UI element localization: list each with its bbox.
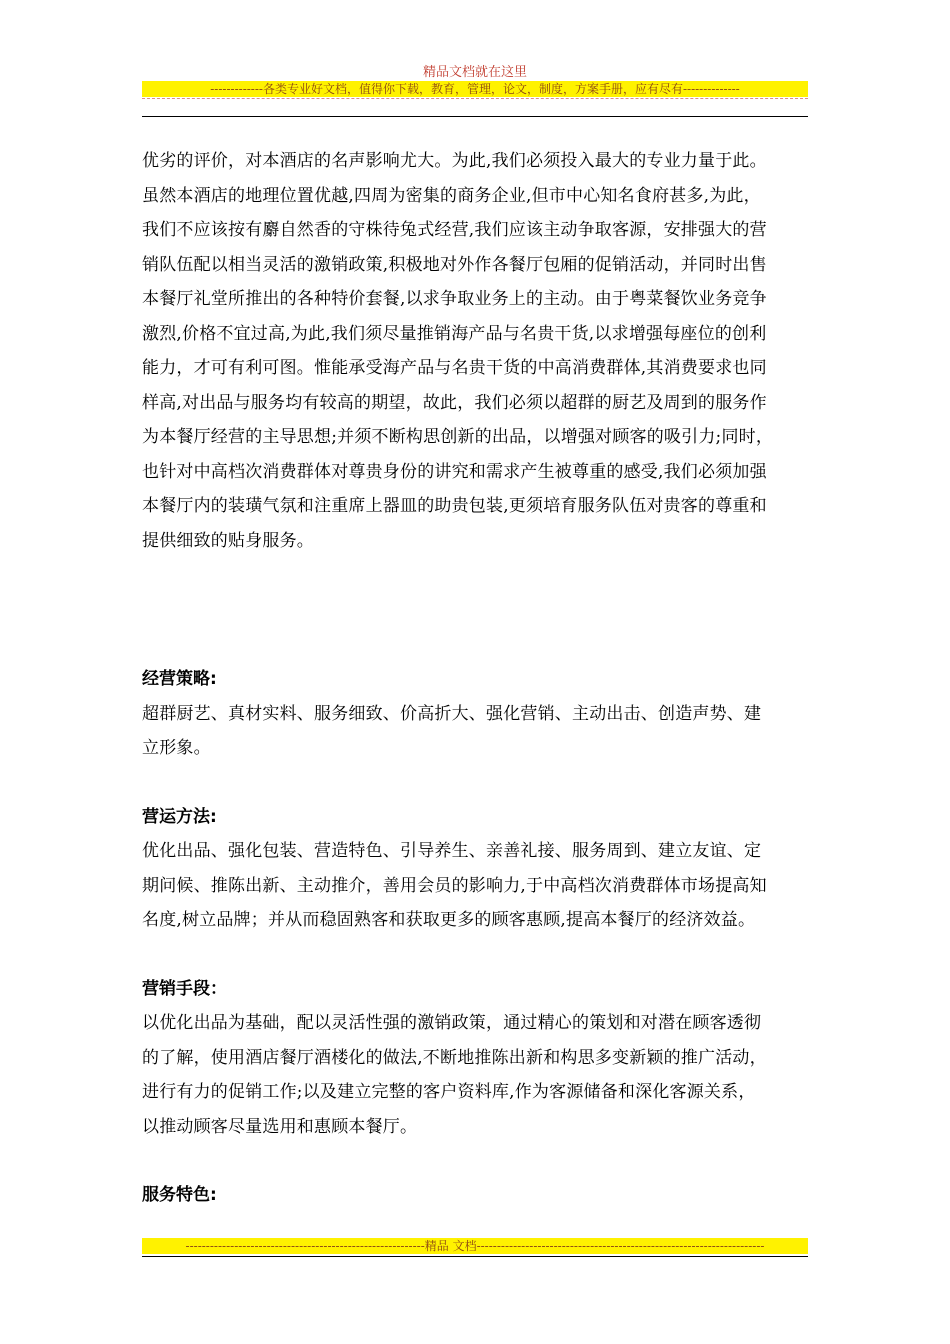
text-line: 优化出品、强化包装、营造特色、引导养生、亲善礼接、服务周到、建立友谊、定	[142, 841, 762, 861]
intro-paragraph	[142, 144, 842, 558]
text-line: 我们不应该按有麝自然香的守株待兔式经营,我们应该主动争取客源，安排强大的营	[142, 220, 767, 240]
header-title: 精品文档就在这里	[422, 65, 527, 80]
spacer	[142, 558, 842, 662]
text-line: 立形象。	[142, 738, 211, 758]
header-slogan: -------------各类专业好文档，值得你下载，教育，管理，论文，制度，方案手册，应有尽有--------------	[142, 81, 808, 97]
text-line: 激烈,价格不宜过高,为此,我们须尽量推销海产品与名贵干货,以求增强每座位的创利	[142, 323, 767, 344]
section-heading-marketing: 营销手段：	[142, 978, 227, 999]
text-line: 样高,对出品与服务均有较高的期望，故此，我们必须以超群的厨艺及周到的服务作	[142, 392, 767, 413]
spacer	[142, 1144, 842, 1178]
section-body-marketing	[142, 1006, 842, 1144]
text-line: 的了解，使用酒店餐厅酒楼化的做法,不断地推陈出新和构思多变新颖的推广活动，	[142, 1047, 767, 1068]
header-dashed-divider	[142, 98, 808, 107]
header-rule	[142, 116, 808, 117]
text-line: 期问候、推陈出新、主动推介，善用会员的影响力,于中高档次消费群体市场提高知	[142, 875, 767, 896]
text-line: 提供细致的贴身服务。	[142, 530, 314, 551]
document-body	[142, 144, 842, 1213]
section-heading-service: 服务特色:	[142, 1185, 217, 1205]
section-heading-strategy: 经营策略:	[142, 669, 217, 689]
spacer	[142, 938, 842, 972]
section-body-strategy	[142, 697, 842, 766]
text-line: 也针对中高档次消费群体对尊贵身份的讲究和需求产生被尊重的感受,我们必须加强	[142, 461, 767, 482]
text-line: 进行有力的促销工作;以及建立完整的客户资料库,作为客源储备和深化客源关系，	[142, 1082, 756, 1102]
text-line: 以优化出品为基础，配以灵活性强的激销政策，通过精心的策划和对潜在顾客透彻	[142, 1013, 762, 1033]
page-header	[0, 0, 950, 120]
text-line: 本餐厅礼堂所推出的各种特价套餐,以求争取业务上的主动。由于粤菜餐饮业务竞争	[142, 289, 767, 309]
section-heading-operation: 营运方法:	[142, 806, 217, 827]
section-body-operation	[142, 834, 842, 938]
text-line: 本餐厅内的装璜气氛和注重席上器皿的助贵包装,更须培育服务队伍对贵客的尊重和	[142, 496, 767, 516]
text-line: 为本餐厅经营的主导思想;并须不断构思创新的出品，以增强对顾客的吸引力;同时，	[142, 427, 774, 447]
text-line: 虽然本酒店的地理位置优越,四周为密集的商务企业,但市中心知名食府甚多,为此，	[142, 185, 761, 206]
text-line: 超群厨艺、真材实料、服务细致、价高折大、强化营销、主动出击、创造声势、建	[142, 703, 762, 724]
footer-rule	[142, 1256, 808, 1257]
spacer	[142, 766, 842, 800]
text-line: 能力，才可有利可图。惟能承受海产品与名贵干货的中高消费群体,其消费要求也同	[142, 358, 767, 378]
footer-banner: -----------------------------------------------------------精品 文档-----------------------------------------------------------------------	[142, 1238, 808, 1254]
text-line: 以推动顾客尽量选用和惠顾本餐厅。	[142, 1116, 418, 1137]
text-line: 优劣的评价，对本酒店的名声影响尤大。为此,我们必须投入最大的专业力量于此。	[142, 151, 767, 171]
text-line: 名度,树立品牌；并从而稳固熟客和获取更多的顾客惠顾,提高本餐厅的经济效益。	[142, 910, 756, 930]
text-line: 销队伍配以相当灵活的激销政策,积极地对外作各餐厅包厢的促销活动，并同时出售	[142, 254, 767, 275]
